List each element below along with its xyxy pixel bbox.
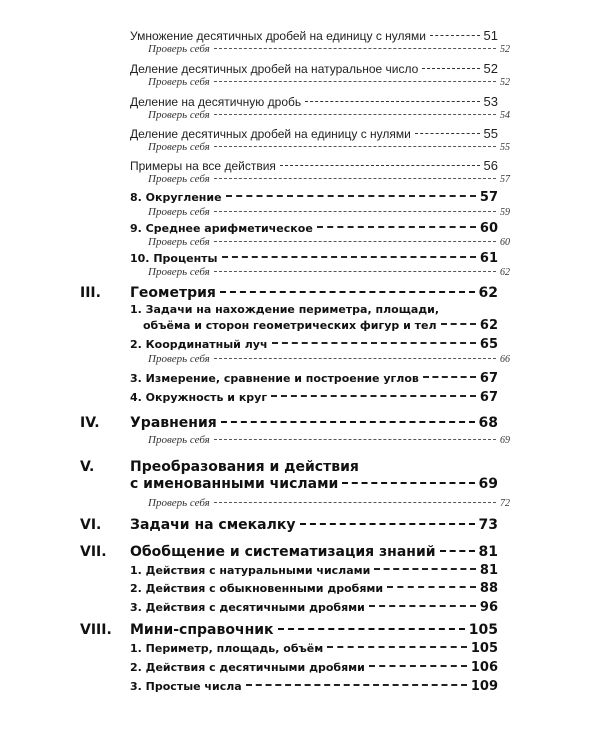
toc-item-title: 1. Действия с натуральными числами (130, 564, 371, 577)
toc-item (130, 190, 498, 205)
leader-dots (222, 256, 476, 258)
leader-dots (280, 165, 480, 166)
leader-dots (369, 605, 476, 607)
check-entry (148, 434, 510, 446)
toc-item-page: 106 (470, 660, 498, 675)
chapter-title: Обобщение и систематизация знаний (130, 544, 436, 560)
toc-item (130, 318, 498, 333)
check-entry-page: 62 (500, 267, 510, 278)
chapter-title-line1: Преобразования и действия (130, 459, 359, 475)
check-entry-page: 69 (500, 435, 510, 446)
check-entry-title: Проверь себя (148, 434, 210, 446)
toc-entry (130, 158, 498, 173)
leader-dots (305, 101, 479, 102)
chapter-number: IV. (80, 415, 100, 431)
toc-entry (130, 126, 498, 141)
leader-dots (423, 376, 476, 378)
leader-dots (415, 133, 480, 134)
toc-item-page: 57 (479, 190, 498, 205)
chapter-page: 73 (478, 517, 498, 533)
toc-entry-page: 51 (483, 28, 498, 43)
leader-dots (440, 550, 475, 552)
leader-dots (327, 646, 467, 648)
toc-entry (130, 94, 498, 109)
check-entry (148, 109, 510, 121)
leader-dots (214, 114, 496, 115)
toc-item-title: 3. Действия с десятичными дробями (130, 601, 365, 614)
chapter-page: 105 (468, 622, 498, 638)
chapter-number: VII. (80, 544, 107, 560)
toc-item (130, 641, 498, 656)
leader-dots (300, 523, 475, 525)
leader-dots (441, 323, 476, 325)
toc-item-title: 4. Окружность и круг (130, 391, 268, 404)
check-entry (148, 43, 510, 55)
toc-item (130, 600, 498, 615)
leader-dots (278, 628, 465, 630)
toc-item-title: 8. Округление (130, 191, 222, 204)
check-entry-page: 59 (500, 207, 510, 218)
leader-dots (214, 502, 496, 503)
toc-entry-title: Умножение десятичных дробей на единицу с нулями (130, 29, 426, 43)
toc-entry (130, 61, 498, 76)
toc-item (130, 371, 498, 386)
chapter-title-line2: с именованными числами (130, 476, 339, 492)
chapter-entry (130, 544, 498, 560)
leader-dots (369, 665, 467, 667)
chapter-title: Уравнения (130, 415, 217, 431)
check-entry-title: Проверь себя (148, 43, 210, 55)
leader-dots (214, 211, 496, 212)
toc-item (130, 563, 498, 578)
toc-item-title: 3. Измерение, сравнение и построение углов (130, 372, 419, 385)
toc-item-title: 2. Действия с десятичными дробями (130, 661, 365, 674)
toc-entry-page: 52 (483, 61, 498, 76)
chapter-number: VI. (80, 517, 102, 533)
toc-entry-title: Примеры на все действия (130, 159, 276, 173)
leader-dots (430, 35, 480, 36)
leader-dots (214, 439, 496, 440)
chapter-entry (130, 415, 498, 431)
leader-dots (317, 226, 476, 228)
leader-dots (246, 684, 467, 686)
check-entry-title: Проверь себя (148, 236, 210, 248)
leader-dots (374, 568, 476, 570)
chapter-page: 81 (478, 544, 498, 560)
leader-dots (214, 178, 496, 179)
check-entry (148, 173, 510, 185)
leader-dots (214, 271, 496, 272)
toc-item (130, 390, 498, 405)
check-entry-title: Проверь себя (148, 76, 210, 88)
toc-entry (130, 28, 498, 43)
chapter-entry (130, 285, 498, 301)
leader-dots (342, 482, 474, 484)
check-entry-page: 52 (500, 44, 510, 55)
check-entry-title: Проверь себя (148, 266, 210, 278)
toc-item (130, 679, 498, 694)
toc-item-page: 67 (479, 390, 498, 405)
toc-item-page: 60 (479, 221, 498, 236)
chapter-title: Геометрия (130, 285, 216, 301)
toc-item (130, 581, 498, 596)
toc-item-title: 3. Простые числа (130, 680, 242, 693)
toc-entry-title: Деление на десятичную дробь (130, 95, 302, 109)
toc-item-title: 10. Проценты (130, 252, 218, 265)
toc-item-page: 96 (479, 600, 498, 615)
check-entry (148, 206, 510, 218)
toc-item-page: 88 (479, 581, 498, 596)
toc-item (130, 660, 498, 675)
check-entry-page: 52 (500, 77, 510, 88)
leader-dots (226, 195, 476, 197)
leader-dots (214, 358, 496, 359)
check-entry (148, 266, 510, 278)
chapter-entry (130, 622, 498, 638)
toc-item-page: 65 (479, 337, 498, 352)
toc-item-page: 81 (479, 563, 498, 578)
check-entry (148, 236, 510, 248)
chapter-entry (130, 517, 498, 533)
chapter-page: 68 (478, 415, 498, 431)
toc-item-page: 105 (470, 641, 498, 656)
check-entry-page: 72 (500, 498, 510, 509)
toc-entry-page: 56 (483, 158, 498, 173)
toc-item-title: 2. Координатный луч (130, 338, 268, 351)
toc-item-title-line1: 1. Задачи на нахождение периметра, площади, (130, 303, 440, 316)
check-entry-page: 55 (500, 142, 510, 153)
check-entry-title: Проверь себя (148, 173, 210, 185)
leader-dots (220, 291, 475, 293)
toc-entry-page: 55 (483, 126, 498, 141)
check-entry (148, 497, 510, 509)
toc-item (130, 251, 498, 266)
check-entry-title: Проверь себя (148, 497, 210, 509)
chapter-page: 69 (478, 476, 498, 492)
toc-item-page: 67 (479, 371, 498, 386)
check-entry-title: Проверь себя (148, 109, 210, 121)
check-entry (148, 353, 510, 365)
toc-item (130, 337, 498, 352)
leader-dots (422, 68, 479, 69)
toc-item-title: 1. Периметр, площадь, объём (130, 642, 324, 655)
check-entry-page: 54 (500, 110, 510, 121)
check-entry (148, 141, 510, 153)
check-entry-page: 57 (500, 174, 510, 185)
toc-item-page: 62 (479, 318, 498, 333)
chapter-number: VIII. (80, 622, 112, 638)
leader-dots (214, 146, 496, 147)
toc-item-page: 109 (470, 679, 498, 694)
check-entry-title: Проверь себя (148, 353, 210, 365)
toc-item-title: 2. Действия с обыкновенными дробями (130, 582, 384, 595)
chapter-title: Мини-справочник (130, 622, 274, 638)
check-entry-title: Проверь себя (148, 141, 210, 153)
toc-item-title: 9. Среднее арифметическое (130, 222, 313, 235)
leader-dots (214, 81, 496, 82)
leader-dots (387, 586, 476, 588)
leader-dots (271, 395, 476, 397)
chapter-entry (130, 476, 498, 492)
leader-dots (221, 421, 475, 423)
chapter-number: III. (80, 285, 101, 301)
toc-entry-page: 53 (483, 94, 498, 109)
check-entry (148, 76, 510, 88)
chapter-title: Задачи на смекалку (130, 517, 296, 533)
check-entry-page: 60 (500, 237, 510, 248)
chapter-page: 62 (478, 285, 498, 301)
toc-item (130, 221, 498, 236)
toc-item-page: 61 (479, 251, 498, 266)
leader-dots (214, 241, 496, 242)
check-entry-title: Проверь себя (148, 206, 210, 218)
toc-item-title-line2: объёма и сторон геометрических фигур и тел (143, 319, 437, 332)
toc-entry-title: Деление десятичных дробей на натуральное число (130, 62, 419, 76)
check-entry-page: 66 (500, 354, 510, 365)
toc-entry-title: Деление десятичных дробей на единицу с нулями (130, 127, 411, 141)
leader-dots (272, 342, 476, 344)
chapter-number: V. (80, 459, 95, 475)
leader-dots (214, 48, 496, 49)
